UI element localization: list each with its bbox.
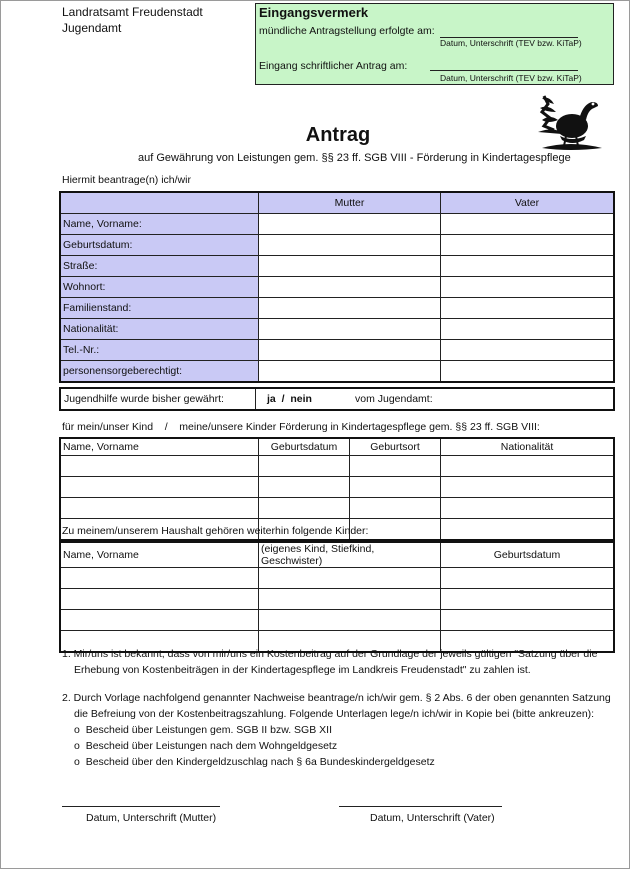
row-label: Wohnort: — [60, 277, 259, 298]
cell-input[interactable] — [350, 498, 441, 519]
table-row — [60, 256, 614, 277]
vater-input[interactable] — [441, 361, 615, 383]
column-verhaeltnis: (eigenes Kind, Stiefkind, Geschwister) — [259, 542, 441, 568]
children-header-row — [60, 438, 614, 456]
table-row — [60, 568, 614, 589]
jugendhilfe-label: Jugendhilfe wurde bisher gewährt: — [64, 393, 224, 405]
cell-input[interactable] — [441, 477, 615, 498]
cell-input[interactable] — [259, 456, 350, 477]
row-label: personensorgeberechtigt: — [60, 361, 259, 383]
checkbox-circle-icon[interactable]: o — [74, 724, 80, 736]
ja-nein-options[interactable]: ja / nein — [267, 393, 312, 405]
muendlich-label: mündliche Antragstellung erfolgte am: — [259, 25, 435, 37]
column-vater: Vater — [441, 192, 615, 214]
mother-signature-caption: Datum, Unterschrift (Mutter) — [86, 812, 217, 824]
cell-input[interactable] — [60, 456, 259, 477]
mutter-input[interactable] — [259, 340, 441, 361]
department-name: Jugendamt — [62, 21, 122, 35]
cell-input[interactable] — [350, 477, 441, 498]
eingangsvermerk-box — [255, 3, 614, 85]
parents-header-row — [60, 192, 614, 214]
cell-input[interactable] — [441, 519, 615, 541]
eingangsvermerk-title: Eingangsvermerk — [259, 5, 369, 20]
mutter-input[interactable] — [259, 298, 441, 319]
point-1 — [62, 646, 597, 678]
mutter-input[interactable] — [259, 235, 441, 256]
cell-input[interactable] — [259, 589, 441, 610]
checkbox-circle-icon[interactable]: o — [74, 740, 80, 752]
children-section-title: für mein/unser Kind / meine/unsere Kinder Förderung in Kindertagespflege gem. §§ 23 ff. SGB VIII: — [62, 421, 540, 433]
schriftlich-signature-line[interactable] — [430, 70, 578, 71]
father-signature-line[interactable] — [339, 806, 502, 807]
header-block — [62, 4, 203, 36]
point-1-line-2: Erhebung von Kostenbeiträgen in der Kindertagespflege im Landkreis Freudenstadt" zu zahlen ist. — [74, 664, 531, 676]
row-label: Geburtsdatum: — [60, 235, 259, 256]
table-row — [60, 277, 614, 298]
row-label: Familienstand: — [60, 298, 259, 319]
mutter-input[interactable] — [259, 277, 441, 298]
option-label: Bescheid über Leistungen gem. SGB II bzw. SGB XII — [85, 724, 332, 736]
cell-input[interactable] — [60, 498, 259, 519]
option-wohngeld[interactable] — [62, 738, 611, 754]
father-signature-caption: Datum, Unterschrift (Vater) — [370, 812, 495, 824]
cell-input[interactable] — [350, 456, 441, 477]
option-sgb[interactable] — [62, 722, 611, 738]
checkbox-circle-icon[interactable]: o — [74, 756, 80, 768]
row-label: Straße: — [60, 256, 259, 277]
mutter-input[interactable] — [259, 319, 441, 340]
column-geburtsdatum: Geburtsdatum — [441, 542, 615, 568]
row-label: Nationalität: — [60, 319, 259, 340]
table-row — [60, 298, 614, 319]
table-row — [60, 340, 614, 361]
table-row — [60, 610, 614, 631]
schriftlich-caption: Datum, Unterschrift (TEV bzw. KiTaP) — [440, 73, 582, 83]
intro-text: Hiermit beantrage(n) ich/wir — [62, 174, 191, 186]
cell-input[interactable] — [60, 610, 259, 631]
column-geburtsdatum: Geburtsdatum — [259, 438, 350, 456]
table-row — [60, 498, 614, 519]
table-row — [60, 456, 614, 477]
parents-corner-cell — [60, 192, 259, 214]
household-header-row — [60, 542, 614, 568]
column-mutter: Mutter — [259, 192, 441, 214]
cell-input[interactable] — [60, 568, 259, 589]
cell-input[interactable] — [259, 568, 441, 589]
cell-input[interactable] — [259, 610, 441, 631]
cell-input[interactable] — [60, 477, 259, 498]
mutter-input[interactable] — [259, 256, 441, 277]
table-row — [60, 319, 614, 340]
vater-input[interactable] — [441, 235, 615, 256]
point-1-line-1: 1. Mir/uns ist bekannt, dass von mir/uns ein Kostenbeitrag auf der Grundlage der jeweils gültigen "Satzung über die — [62, 648, 598, 660]
office-name: Landratsamt Freudenstadt — [62, 5, 203, 19]
option-label: Bescheid über Leistungen nach dem Wohngeldgesetz — [85, 740, 338, 752]
cell-input[interactable] — [259, 477, 350, 498]
household-section-title: Zu meinem/unserem Haushalt gehören weiterhin folgende Kinder: — [62, 525, 369, 537]
vater-input[interactable] — [441, 256, 615, 277]
cell-input[interactable] — [441, 456, 615, 477]
cell-input[interactable] — [441, 610, 615, 631]
household-table — [59, 541, 615, 653]
option-label: Bescheid über den Kindergeldzuschlag nach § 6a Bundeskindergeldgesetz — [85, 756, 435, 768]
column-geburtsort: Geburtsort — [350, 438, 441, 456]
column-name: Name, Vorname — [60, 438, 259, 456]
cell-input[interactable] — [441, 498, 615, 519]
mutter-input[interactable] — [259, 214, 441, 235]
cell-input[interactable] — [441, 568, 615, 589]
jugendhilfe-box — [59, 387, 615, 411]
column-nationalitaet: Nationalität — [441, 438, 615, 456]
vater-input[interactable] — [441, 214, 615, 235]
row-label: Tel.-Nr.: — [60, 340, 259, 361]
point-2-line-1: 2. Durch Vorlage nachfolgend genannter Nachweise beantrage/n ich/wir gem. § 2 Abs. 6 der oben genannten Satzung — [62, 692, 611, 704]
row-label: Name, Vorname: — [60, 214, 259, 235]
vater-input[interactable] — [441, 319, 615, 340]
muendlich-caption: Datum, Unterschrift (TEV bzw. KiTaP) — [440, 38, 582, 48]
option-kindergeldzuschlag[interactable] — [62, 754, 611, 770]
cell-input[interactable] — [259, 498, 350, 519]
table-row — [60, 589, 614, 610]
vater-input[interactable] — [441, 298, 615, 319]
page-title: Antrag — [305, 124, 371, 146]
cell-input[interactable] — [60, 589, 259, 610]
table-row — [60, 235, 614, 256]
schriftlich-label: Eingang schriftlicher Antrag am: — [259, 60, 408, 72]
divider — [255, 389, 256, 409]
mutter-input[interactable] — [259, 361, 441, 383]
table-row — [60, 214, 614, 235]
cell-input[interactable] — [441, 589, 615, 610]
page-subtitle: auf Gewährung von Leistungen gem. §§ 23 ff. SGB VIII - Förderung in Kindertagespflege — [138, 152, 571, 164]
point-2-line-2: die Befreiung von der Kostenbeitragszahlung. Folgende Unterlagen lege/n ich/wir in Kopie bei (bitte ankreuzen): — [74, 708, 595, 720]
table-row — [60, 361, 614, 383]
vater-input[interactable] — [441, 340, 615, 361]
vater-input[interactable] — [441, 277, 615, 298]
mother-signature-line[interactable] — [62, 806, 220, 807]
parents-table — [59, 191, 615, 383]
table-row — [60, 477, 614, 498]
column-name: Name, Vorname — [60, 542, 259, 568]
point-2 — [62, 690, 611, 770]
jugendamt-label: vom Jugendamt: — [355, 393, 433, 405]
